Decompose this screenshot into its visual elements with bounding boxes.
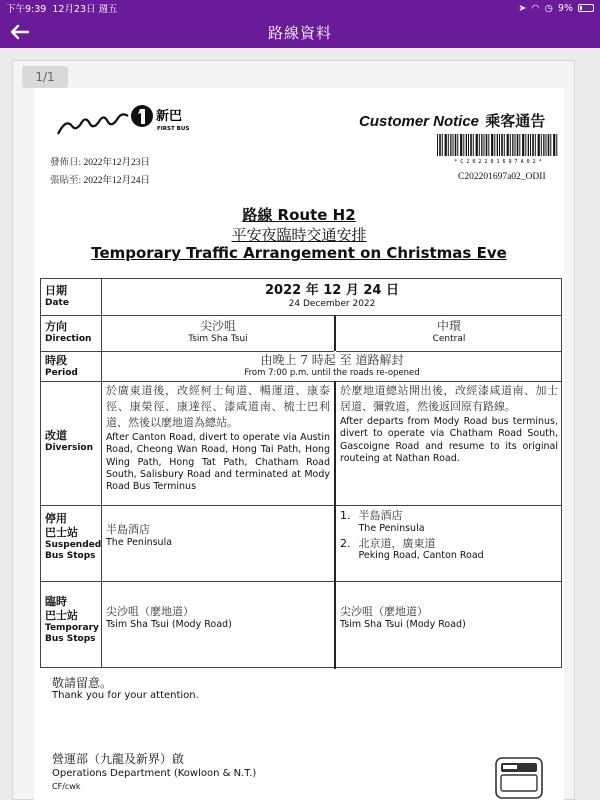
- direction-right: 中環 Central: [432, 319, 466, 344]
- logo-zh-text: 新巴: [156, 109, 183, 124]
- barcode-bar: [448, 134, 449, 156]
- barcode-bar: [488, 134, 489, 156]
- barcode-bar: [481, 134, 482, 156]
- barcode-bar: [470, 134, 472, 156]
- suspended-stops-left: 半島酒店 The Peninsula: [106, 523, 173, 548]
- customer-notice-header: Customer Notice 乘客通告: [359, 113, 546, 130]
- barcode-bar: [439, 134, 441, 156]
- barcode-bar: [504, 134, 505, 156]
- battery-level: 9%: [557, 2, 573, 14]
- status-bar: [0, 0, 600, 16]
- notice-title-en: Temporary Traffic Arrangement on Christmas Eve: [91, 244, 507, 262]
- notice-page: [34, 88, 564, 800]
- barcode-bar: [546, 134, 547, 156]
- barcode-bar: [476, 134, 478, 156]
- temporary-stops-left: 尖沙咀（麼地道） Tsim Sha Tsui (Mody Road): [106, 605, 232, 630]
- suspended-stops-label: 停用 巴士站 Suspended Bus Stops: [45, 512, 102, 561]
- battery-icon: [578, 4, 594, 12]
- period-label: 時段 Period: [45, 354, 78, 378]
- barcode-bar: [445, 134, 447, 156]
- arrangement-table: [40, 278, 562, 668]
- barcode-bar: [499, 134, 500, 156]
- direction-left: 尖沙咀 Tsim Sha Tsui: [188, 319, 248, 344]
- barcode-bar: [479, 134, 480, 156]
- page-indicator: 1/1: [22, 66, 68, 88]
- diversion-right: 於麼地道總站開出後，改經漆咸道南、加士居道、彌敦道，然後返回原有路線。 After departs from Mody Road bus terminus, divert to operate via Chatham Road South, Gascoigne Road and resume to its original routeing at Nathan Road.: [340, 384, 558, 464]
- barcode-bar: [535, 134, 536, 156]
- temporary-stops-label: 臨時 巴士站 Temporary Bus Stops: [45, 595, 99, 644]
- barcode-bar: [553, 134, 555, 156]
- barcode-bar: [519, 134, 520, 156]
- barcode-bar: [437, 134, 438, 156]
- barcode-bar: [550, 134, 551, 156]
- barcode-bar: [507, 134, 509, 156]
- wifi-icon: ◠: [531, 2, 540, 14]
- document-id: C202201697a02_ODII: [458, 172, 546, 182]
- barcode-bar: [453, 134, 454, 156]
- diversion-label: 改道 Diversion: [45, 429, 93, 453]
- barcode-bar: [528, 134, 529, 156]
- period-value: 由晚上 7 時起 至 道路解封 From 7:00 p.m. until the roads re-opened: [244, 353, 420, 378]
- barcode-bar: [460, 134, 462, 156]
- barcode-bar: [517, 134, 519, 156]
- temporary-stops-right: 尖沙咀（麼地道） Tsim Sha Tsui (Mody Road): [340, 605, 466, 630]
- reference-code: CF/cwk: [52, 782, 81, 791]
- arrow-left-icon: [9, 24, 29, 40]
- barcode-bar: [501, 134, 503, 156]
- issue-date-line: 發佈日: 2022年12月23日: [50, 158, 151, 168]
- barcode-bar: [494, 134, 495, 156]
- status-time: 下午9:39: [6, 4, 47, 15]
- barcode-bar: [510, 134, 511, 156]
- thanks-en: Thank you for your attention.: [52, 690, 199, 701]
- suspended-stop-item: 1. 半島酒店 The Peninsula: [340, 509, 425, 534]
- barcode-bar: [515, 134, 516, 156]
- barcode-bar: [530, 134, 531, 156]
- barcode-bar: [463, 134, 464, 156]
- route-title: 路線 Route H2: [242, 206, 356, 224]
- notice-title-zh: 平安夜臨時交通安排: [231, 226, 367, 244]
- barcode-bar: [486, 134, 488, 156]
- barcode-bar: [525, 134, 526, 156]
- suspended-stops-right: [340, 509, 484, 562]
- alarm-icon: ◷: [544, 2, 553, 14]
- barcode-bar: [532, 134, 534, 156]
- barcode: [436, 134, 560, 164]
- barcode-bar: [548, 134, 550, 156]
- location-icon: ➤: [518, 2, 527, 14]
- post-date-line: 張貼至: 2022年12月24日: [50, 176, 151, 186]
- barcode-bar: [457, 134, 458, 156]
- barcode-bar: [538, 134, 540, 156]
- suspended-stop-item: 2. 北京道，廣東道 Peking Road, Canton Road: [340, 536, 484, 562]
- barcode-bar: [442, 134, 443, 156]
- date-label: 日期 Date: [45, 284, 69, 308]
- barcode-bar: [484, 134, 485, 156]
- date-value: 2022 年 12 月 24 日 24 December 2022: [265, 283, 399, 310]
- page-title: 路線資料: [267, 23, 332, 42]
- app-bar: [0, 16, 600, 48]
- barcode-bar: [450, 134, 451, 156]
- barcode-bar: [491, 134, 493, 156]
- barcode-bar: [543, 134, 544, 156]
- status-date: 12月23日 週五: [52, 4, 118, 15]
- thanks-zh: 敬請留意。: [52, 676, 113, 690]
- diversion-left: 於廣東道後，改經柯士甸道、暢運道、康泰徑、康榮徑、康達徑、漆咸道南、梳士巴利道、然後以麼地道為總站。 After Canton Road, divert to operate via Austin Road, Cheong Wan Road, Hong Tai Path, Hong Wing Path, Hong Tat Path, Chatham Road South, Salisbury Road and terminated at Mody Road Bus Terminus: [106, 384, 330, 493]
- barcode-bar: [466, 134, 467, 156]
- barcode-bar: [455, 134, 457, 156]
- barcode-bar: [512, 134, 513, 156]
- operations-dept-en: Operations Department (Kowloon & N.T.): [52, 768, 257, 779]
- barcode-text: * C 2 0 2 2 0 1 6 9 7 A 0 2 *: [454, 159, 542, 164]
- barcode-bar: [541, 134, 542, 156]
- back-button[interactable]: [6, 19, 32, 45]
- barcode-bar: [473, 134, 474, 156]
- operations-dept-zh: 營運部（九龍及新界）啟: [52, 752, 185, 766]
- barcode-bar: [497, 134, 498, 156]
- barcode-bar: [522, 134, 524, 156]
- barcode-bar: [556, 134, 557, 156]
- logo-en-text: FIRST BUS: [157, 126, 190, 132]
- bus-icon: [492, 756, 546, 800]
- barcode-bar: [468, 134, 469, 156]
- first-bus-logo: [54, 100, 204, 140]
- direction-label: 方向 Direction: [45, 320, 92, 344]
